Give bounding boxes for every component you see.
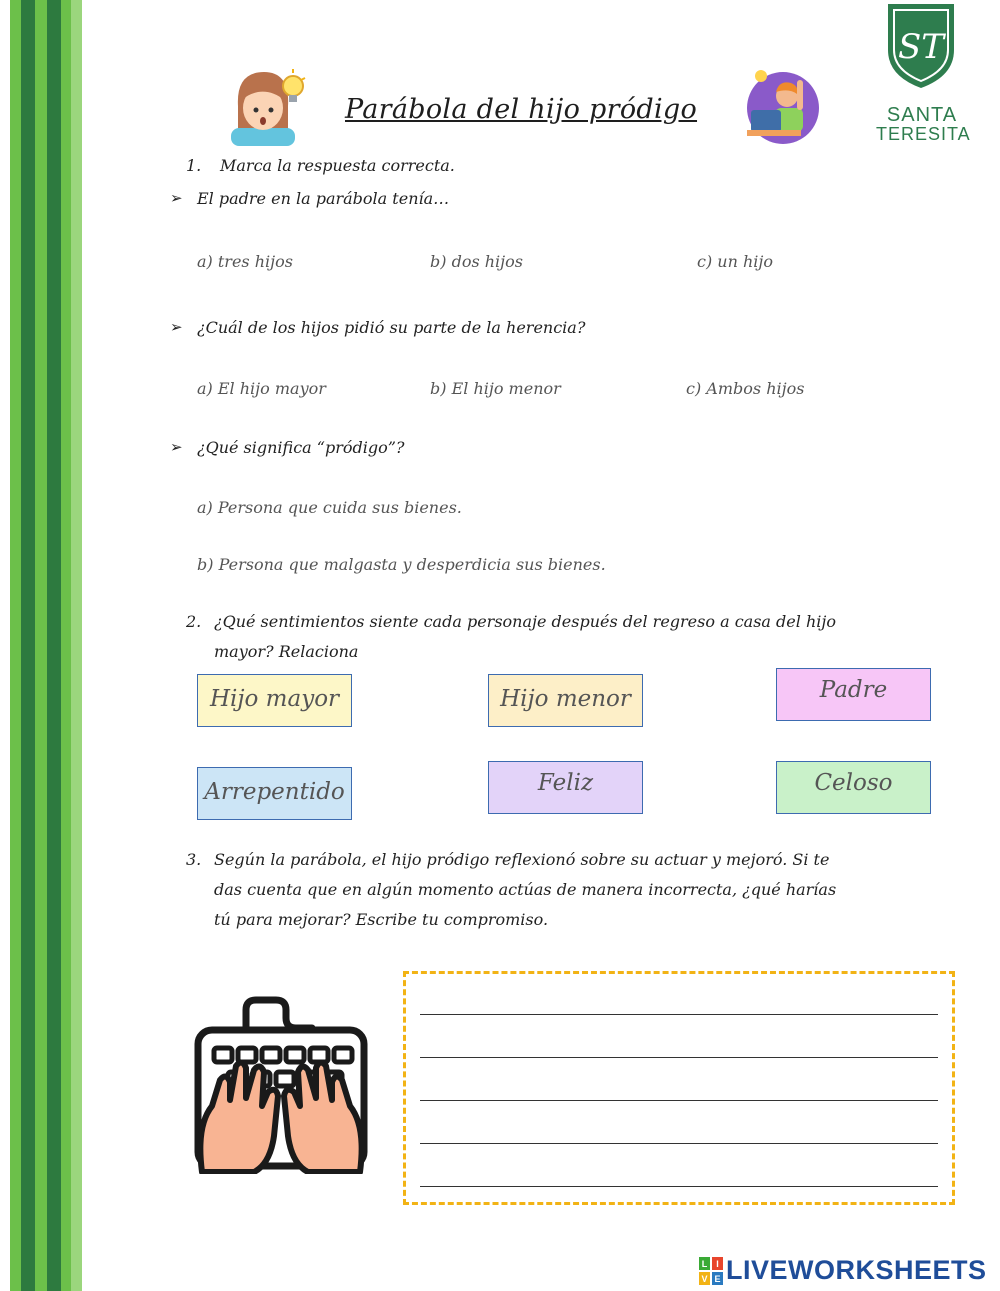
option-1c-b[interactable]: b) Persona que malgasta y desperdicia sus bienes. xyxy=(197,555,606,574)
answer-line[interactable] xyxy=(420,1014,938,1015)
answer-line[interactable] xyxy=(420,1186,938,1187)
svg-text:ST: ST xyxy=(898,27,944,67)
character-box-hijo-menor[interactable]: Hijo menor xyxy=(488,674,643,727)
feeling-box-arrepentido[interactable]: Arrepentido xyxy=(197,767,352,820)
logo-name-line2: TERESITA xyxy=(876,124,971,144)
shield-icon xyxy=(884,0,958,90)
girl-idea-icon xyxy=(228,66,306,146)
question-2-text-line2: mayor? Relaciona xyxy=(214,642,359,661)
svg-text:V: V xyxy=(701,1274,708,1284)
feeling-box-celoso[interactable]: Celoso xyxy=(776,761,931,814)
option-1b-b[interactable]: b) El hijo menor xyxy=(430,379,561,398)
boy-computer-icon xyxy=(743,66,823,146)
svg-text:L: L xyxy=(701,1259,708,1269)
liveworksheets-logo-icon xyxy=(699,1257,723,1285)
answer-area[interactable] xyxy=(403,971,955,1205)
arrow-bullet-icon: ➢ xyxy=(170,438,183,456)
option-1a-a[interactable]: a) tres hijos xyxy=(197,252,293,271)
page-title: Parábola del hijo pródigo xyxy=(345,94,698,125)
option-1a-b[interactable]: b) dos hijos xyxy=(430,252,523,271)
question-1-instruction: Marca la respuesta correcta. xyxy=(220,156,455,175)
question-2-number: 2. xyxy=(186,612,202,631)
decorative-stripes xyxy=(0,0,82,1291)
option-1c-a[interactable]: a) Persona que cuida sus bienes. xyxy=(197,498,462,517)
answer-line[interactable] xyxy=(420,1057,938,1058)
answer-line[interactable] xyxy=(420,1143,938,1144)
typing-keyboard-icon xyxy=(192,996,370,1174)
question-3-line3: tú para mejorar? Escribe tu compromiso. xyxy=(214,910,549,929)
arrow-bullet-icon: ➢ xyxy=(170,189,183,207)
question-2-text-line1: ¿Qué sentimientos siente cada personaje después del regreso a casa del hijo xyxy=(214,612,836,631)
option-1a-c[interactable]: c) un hijo xyxy=(697,252,773,271)
answer-line[interactable] xyxy=(420,1100,938,1101)
svg-text:E: E xyxy=(714,1274,721,1284)
option-1b-a[interactable]: a) El hijo mayor xyxy=(197,379,326,398)
question-1-number: 1. xyxy=(186,156,202,175)
question-1c-prompt: ¿Qué significa “pródigo”? xyxy=(197,438,405,457)
arrow-bullet-icon: ➢ xyxy=(170,318,183,336)
logo-name-line1: SANTA xyxy=(886,104,958,126)
feeling-box-feliz[interactable]: Feliz xyxy=(488,761,643,814)
question-3-line1: Según la parábola, el hijo pródigo reflexionó sobre su actuar y mejoró. Si te xyxy=(214,850,830,869)
question-3-number: 3. xyxy=(186,850,202,869)
footer-brand[interactable]: LIVEWORKSHEETS xyxy=(726,1255,987,1285)
option-1b-c[interactable]: c) Ambos hijos xyxy=(686,379,805,398)
question-3-line2: das cuenta que en algún momento actúas de manera incorrecta, ¿qué harías xyxy=(214,880,837,899)
character-box-padre[interactable]: Padre xyxy=(776,668,931,721)
question-1a-prompt: El padre en la parábola tenía… xyxy=(197,189,450,208)
character-box-hijo-mayor[interactable]: Hijo mayor xyxy=(197,674,352,727)
question-1b-prompt: ¿Cuál de los hijos pidió su parte de la herencia? xyxy=(197,318,586,337)
school-logo xyxy=(876,0,971,150)
svg-text:I: I xyxy=(716,1259,719,1269)
